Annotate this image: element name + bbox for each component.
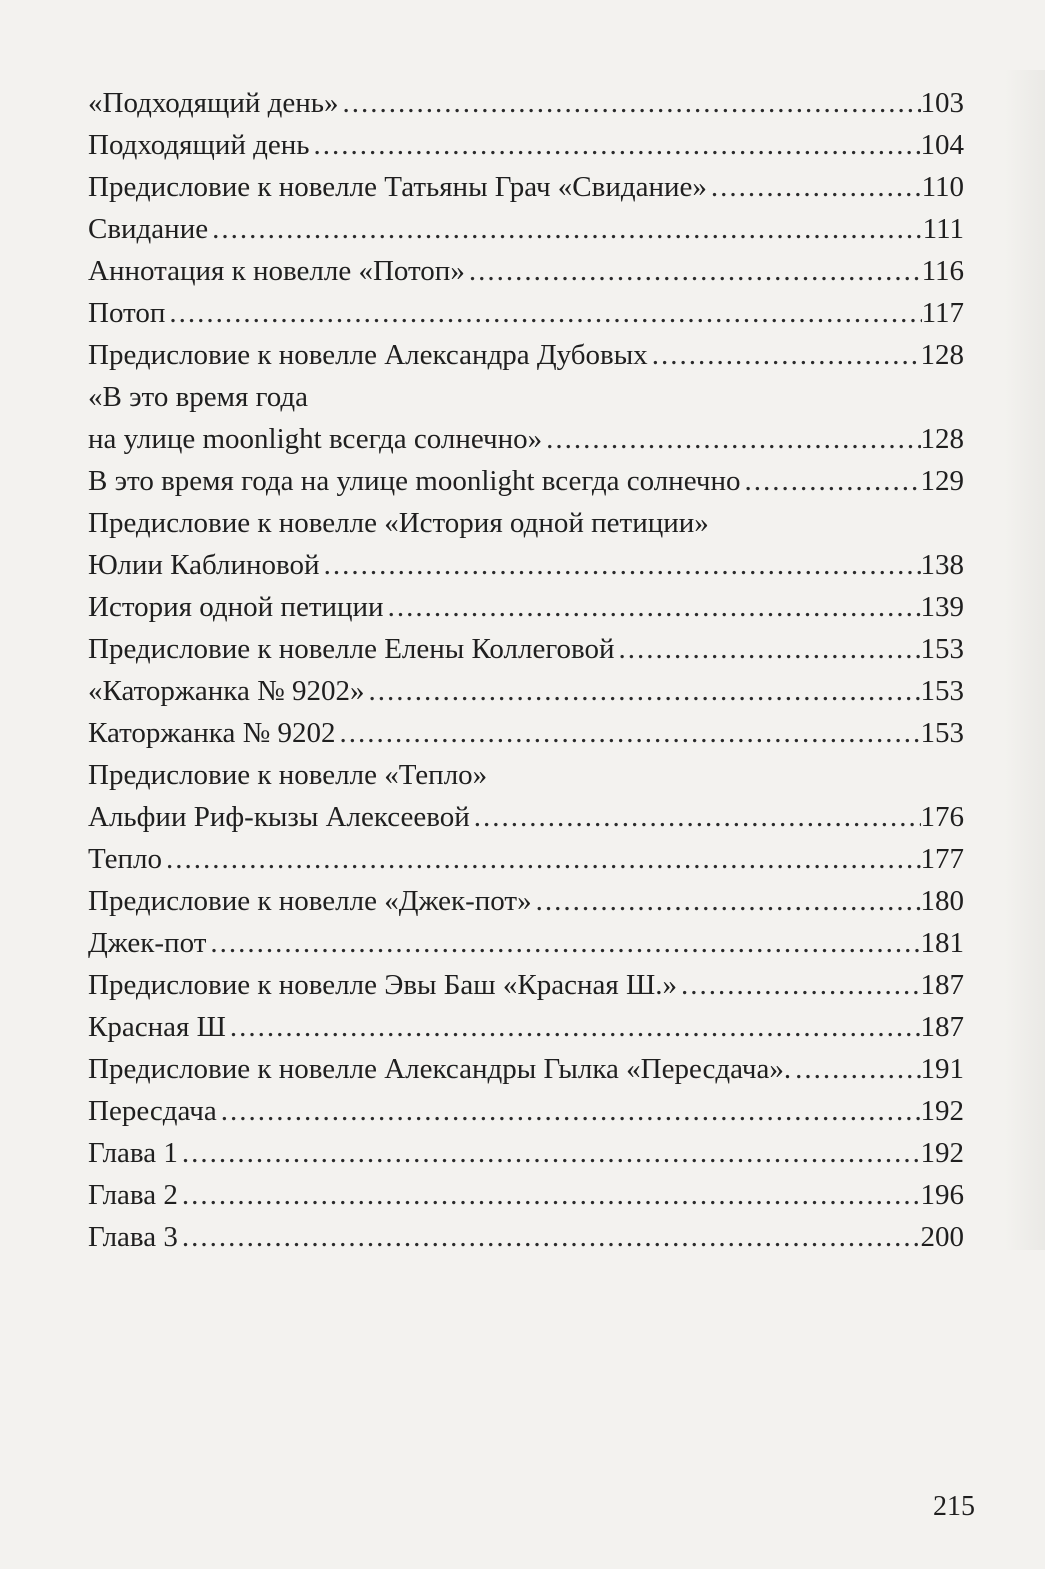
toc-entry xyxy=(88,712,964,754)
toc-dot-leader xyxy=(310,124,921,166)
toc-entry-title: Глава 2 xyxy=(88,1179,178,1211)
toc-entry-title: Глава 3 xyxy=(88,1221,178,1253)
toc-entry-page: 128 xyxy=(920,423,964,455)
toc-entry-title: Предисловие к новелле «История одной петиции» xyxy=(88,507,709,539)
toc-entry xyxy=(88,124,964,166)
toc-entry-page: 104 xyxy=(920,129,964,161)
toc-entry xyxy=(88,250,964,292)
toc-entry-page: 111 xyxy=(922,213,964,245)
toc-entry-page: 187 xyxy=(920,969,964,1001)
toc-dot-leader xyxy=(365,670,921,712)
toc-entry xyxy=(88,1048,964,1090)
toc-entry-title: Аннотация к новелле «Потоп» xyxy=(88,255,465,287)
toc-entry-page: 116 xyxy=(921,255,964,287)
toc-dot-leader xyxy=(791,1048,920,1090)
toc-dot-leader xyxy=(648,334,921,376)
toc-dot-leader xyxy=(677,964,921,1006)
toc-entry-page: 192 xyxy=(920,1095,964,1127)
toc-entry-page: 176 xyxy=(920,801,964,833)
toc-dot-leader xyxy=(532,880,921,922)
toc-dot-leader xyxy=(336,712,921,754)
toc-entry-title: Потоп xyxy=(88,297,166,329)
toc-dot-leader xyxy=(162,838,921,880)
toc-entry-page: 128 xyxy=(920,339,964,371)
toc-entry-page: 103 xyxy=(920,87,964,119)
toc-entry-title: Глава 1 xyxy=(88,1137,178,1169)
toc-entry-page: 110 xyxy=(921,171,964,203)
toc-entry-title: Пересдача xyxy=(88,1095,217,1127)
toc-dot-leader xyxy=(384,586,921,628)
toc-entry xyxy=(88,166,964,208)
toc-entry xyxy=(88,460,964,502)
toc-entry-title: История одной петиции xyxy=(88,591,384,623)
toc-dot-leader xyxy=(217,1090,921,1132)
toc-entry-page: 153 xyxy=(920,675,964,707)
table-of-contents xyxy=(88,82,964,1258)
toc-entry-title: Юлии Каблиновой xyxy=(88,549,320,581)
toc-dot-leader xyxy=(615,628,921,670)
toc-entry-page: 181 xyxy=(920,927,964,959)
toc-entry-page: 138 xyxy=(920,549,964,581)
toc-entry-page: 177 xyxy=(920,843,964,875)
toc-entry xyxy=(88,376,964,418)
toc-entry xyxy=(88,82,964,124)
toc-dot-leader xyxy=(178,1216,921,1258)
toc-dot-leader xyxy=(206,922,920,964)
toc-entry-title: Предисловие к новелле Эвы Баш «Красная Ш.» xyxy=(88,969,677,1001)
toc-entry-page: 196 xyxy=(920,1179,964,1211)
toc-entry xyxy=(88,1132,964,1174)
toc-entry-title: Каторжанка № 9202 xyxy=(88,717,336,749)
toc-entry xyxy=(88,334,964,376)
toc-dot-leader xyxy=(165,292,921,334)
toc-entry xyxy=(88,796,964,838)
page-number: 215 xyxy=(933,1491,975,1522)
toc-entry xyxy=(88,502,964,544)
toc-entry-page: 117 xyxy=(921,297,964,329)
toc-entry-title: Предисловие к новелле Татьяны Грач «Свидание» xyxy=(88,171,707,203)
toc-entry-title: Предисловие к новелле Александра Дубовых xyxy=(88,339,648,371)
toc-entry-page: 153 xyxy=(920,717,964,749)
toc-entry-title: на улице moonlight всегда солнечно» xyxy=(88,423,543,455)
toc-entry-title: Джек-пот xyxy=(88,927,207,959)
toc-entry-page: 191 xyxy=(920,1053,964,1085)
toc-dot-leader xyxy=(740,460,920,502)
toc-dot-leader xyxy=(465,250,922,292)
toc-entry-title: Предисловие к новелле Александры Гылка «Пересдача». xyxy=(88,1053,792,1085)
toc-dot-leader xyxy=(470,796,921,838)
toc-entry-title: Предисловие к новелле «Джек-пот» xyxy=(88,885,532,917)
toc-dot-leader xyxy=(707,166,922,208)
toc-dot-leader xyxy=(178,1174,921,1216)
toc-entry-title: Красная Ш xyxy=(88,1011,226,1043)
toc-entry-page: 153 xyxy=(920,633,964,665)
toc-entry xyxy=(88,544,964,586)
toc-entry xyxy=(88,292,964,334)
toc-entry-title: Альфии Риф-кызы Алексеевой xyxy=(88,801,470,833)
toc-entry-title: «В это время года xyxy=(88,381,309,413)
toc-entry xyxy=(88,838,964,880)
toc-entry-title: «Подходящий день» xyxy=(88,87,339,119)
toc-dot-leader xyxy=(542,418,920,460)
toc-entry xyxy=(88,1216,964,1258)
toc-entry xyxy=(88,880,964,922)
toc-entry xyxy=(88,208,964,250)
toc-entry xyxy=(88,922,964,964)
toc-entry xyxy=(88,1174,964,1216)
toc-dot-leader xyxy=(226,1006,921,1048)
toc-entry-title: Свидание xyxy=(88,213,209,245)
toc-entry xyxy=(88,964,964,1006)
toc-entry xyxy=(88,754,964,796)
toc-entry xyxy=(88,670,964,712)
toc-entry xyxy=(88,418,964,460)
toc-entry-page: 180 xyxy=(920,885,964,917)
toc-dot-leader xyxy=(320,544,921,586)
toc-entry-page: 200 xyxy=(920,1221,964,1253)
toc-entry-page: 129 xyxy=(920,465,964,497)
toc-entry-title: В это время года на улице moonlight всегда солнечно xyxy=(88,465,741,497)
toc-entry-title: Подходящий день xyxy=(88,129,310,161)
toc-entry xyxy=(88,628,964,670)
toc-entry-page: 187 xyxy=(920,1011,964,1043)
toc-entry-page: 139 xyxy=(920,591,964,623)
toc-dot-leader xyxy=(208,208,923,250)
toc-entry-title: Предисловие к новелле Елены Коллеговой xyxy=(88,633,615,665)
toc-entry xyxy=(88,1006,964,1048)
toc-entry-title: «Каторжанка № 9202» xyxy=(88,675,365,707)
toc-entry-title: Предисловие к новелле «Тепло» xyxy=(88,759,488,791)
toc-dot-leader xyxy=(339,82,921,124)
page-edge-shadow xyxy=(1005,70,1045,1250)
toc-entry xyxy=(88,1090,964,1132)
toc-entry xyxy=(88,586,964,628)
toc-entry-page: 192 xyxy=(920,1137,964,1169)
toc-entry-title: Тепло xyxy=(88,843,162,875)
toc-dot-leader xyxy=(178,1132,921,1174)
